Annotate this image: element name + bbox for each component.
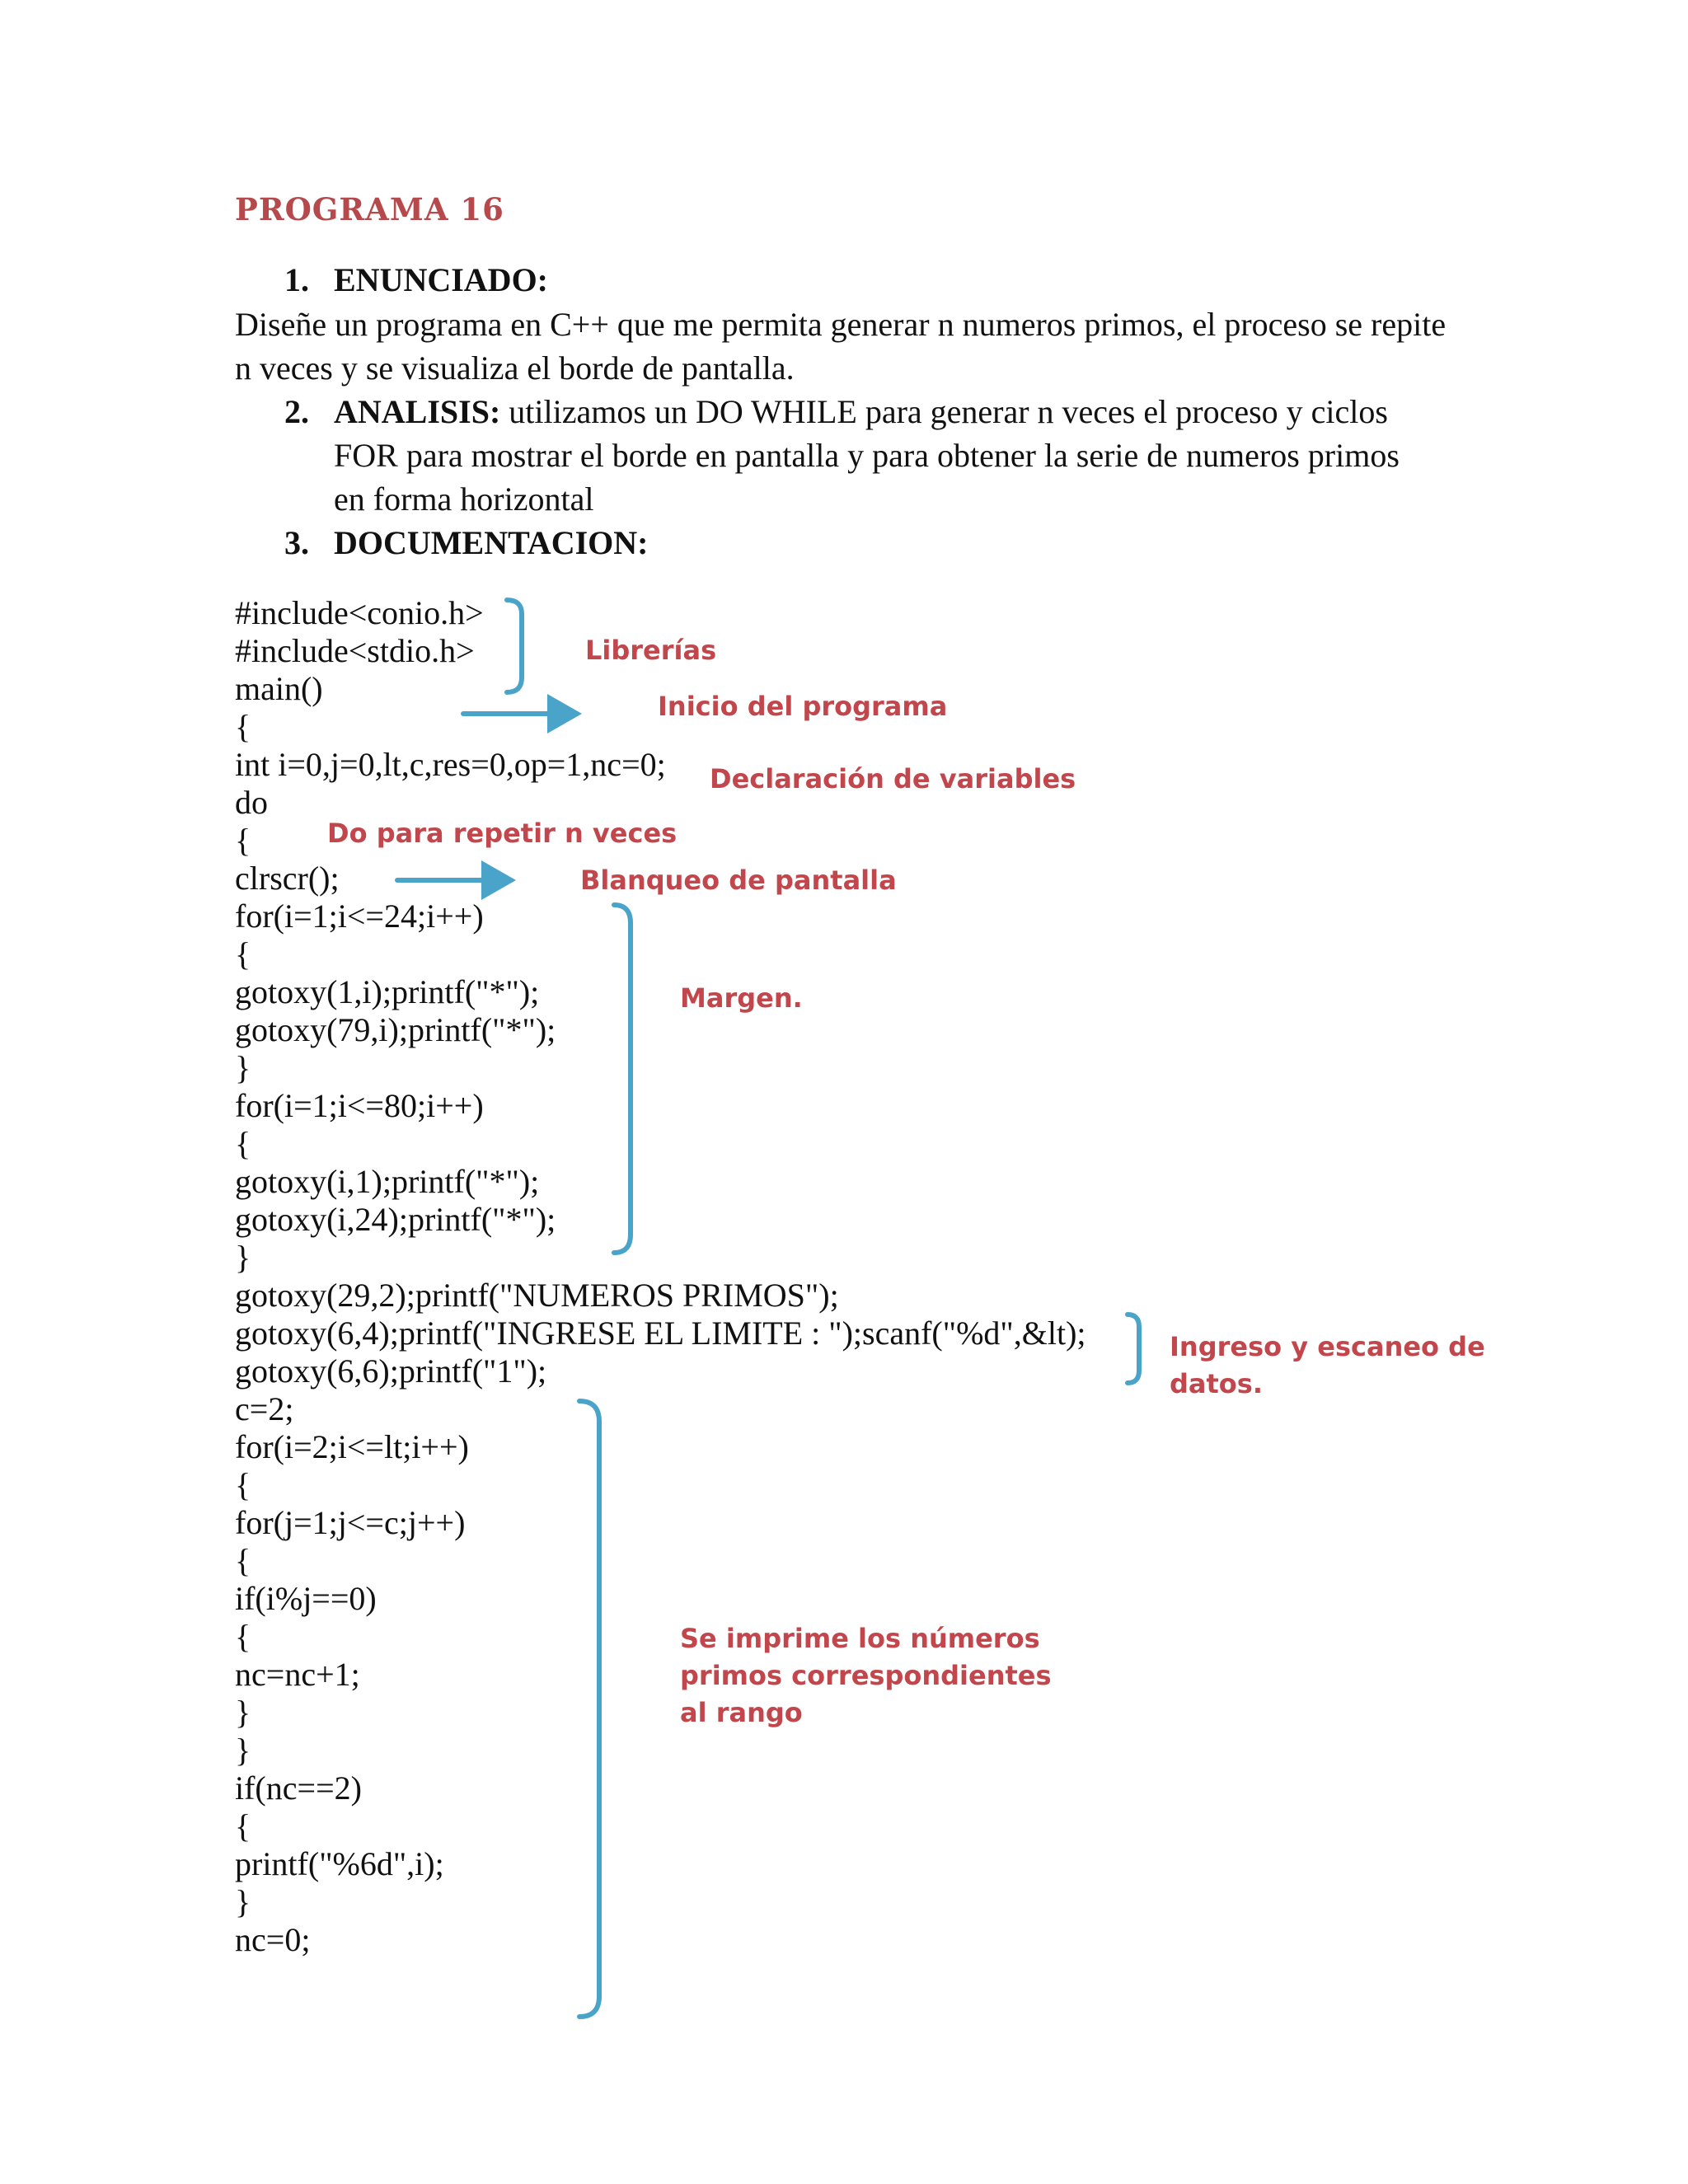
- code-line: }: [235, 1694, 251, 1731]
- code-line: c=2;: [235, 1390, 294, 1427]
- bracket-librerias: [507, 600, 522, 692]
- annotation-margen: Margen.: [680, 982, 803, 1014]
- code-line: do: [235, 784, 268, 821]
- annotation-do-repetir: Do para repetir n veces: [327, 818, 678, 849]
- code-line: for(i=1;i<=24;i++): [235, 898, 484, 935]
- code-line: {: [235, 935, 251, 972]
- annotation-blanqueo-pantalla: Blanqueo de pantalla: [580, 865, 897, 896]
- code-line: gotoxy(29,2);printf("NUMEROS PRIMOS");: [235, 1277, 839, 1314]
- code-line: for(i=2;i<=lt;i++): [235, 1428, 469, 1465]
- code-line: int i=0,j=0,lt,c,res=0,op=1,nc=0;: [235, 746, 666, 783]
- code-line: main(): [235, 670, 323, 707]
- section-2-text-line-2: FOR para mostrar el borde en pantalla y para obtener la serie de numeros primos: [334, 437, 1400, 474]
- code-line: for(i=1;i<=80;i++): [235, 1087, 484, 1124]
- code-line: }: [235, 1883, 251, 1920]
- code-line: clrscr();: [235, 860, 340, 897]
- code-line: printf("%6d",i);: [235, 1845, 444, 1882]
- code-line: if(nc==2): [235, 1769, 362, 1807]
- code-line: {: [235, 1618, 251, 1655]
- code-line: {: [235, 1125, 251, 1162]
- bracket-imprime: [579, 1401, 599, 2017]
- bracket-ingreso: [1128, 1315, 1139, 1383]
- code-line: {: [235, 1466, 251, 1503]
- code-line: {: [235, 708, 251, 745]
- section-2-heading: ANALISIS:: [334, 393, 501, 430]
- code-line: gotoxy(79,i);printf("*");: [235, 1011, 556, 1048]
- code-line: nc=0;: [235, 1921, 311, 1958]
- code-line: #include<stdio.h>: [235, 632, 475, 669]
- section-2-text-line-3: en forma horizontal: [334, 480, 594, 518]
- section-1-text-line-1: Diseñe un programa en C++ que me permita generar n numeros primos, el proceso se repite: [235, 306, 1447, 343]
- code-line: }: [235, 1049, 251, 1086]
- annotation-imprime-line-1: Se imprime los números: [680, 1623, 1040, 1654]
- code-line: for(j=1;j<=c;j++): [235, 1504, 466, 1541]
- code-line: gotoxy(1,i);printf("*");: [235, 973, 540, 1010]
- document-title: PROGRAMA 16: [235, 191, 504, 227]
- code-line: if(i%j==0): [235, 1580, 377, 1617]
- code-line: gotoxy(6,6);printf("1");: [235, 1352, 547, 1390]
- annotation-imprime-line-3: al rango: [680, 1697, 803, 1728]
- annotation-ingreso-line-1: Ingreso y escaneo de: [1170, 1331, 1485, 1362]
- section-2-number: 2.: [284, 393, 309, 430]
- annotation-imprime-line-2: primos correspondientes: [680, 1660, 1052, 1691]
- code-line: }: [235, 1732, 251, 1769]
- code-line: nc=nc+1;: [235, 1656, 360, 1693]
- code-line: {: [235, 1807, 251, 1844]
- code-line: gotoxy(i,1);printf("*");: [235, 1163, 540, 1200]
- section-1-text-line-2: n veces y se visualiza el borde de pantalla.: [235, 349, 795, 387]
- code-line: #include<conio.h>: [235, 594, 484, 631]
- section-3-heading: DOCUMENTACION:: [334, 524, 649, 561]
- bracket-margen: [614, 905, 631, 1253]
- annotation-librerias: Librerías: [585, 635, 717, 666]
- section-3-number: 3.: [284, 524, 309, 561]
- annotation-declaracion-variables: Declaración de variables: [710, 763, 1076, 794]
- section-2-text-line-1: utilizamos un DO WHILE para generar n veces el proceso y ciclos: [500, 393, 1388, 430]
- code-line: {: [235, 1542, 251, 1579]
- code-line: }: [235, 1239, 251, 1276]
- annotation-ingreso-line-2: datos.: [1170, 1368, 1263, 1399]
- annotation-inicio-programa: Inicio del programa: [658, 691, 948, 722]
- section-1-heading: ENUNCIADO:: [334, 261, 548, 298]
- code-line: {: [235, 822, 251, 859]
- code-line: gotoxy(6,4);printf("INGRESE EL LIMITE : ");scanf("%d",&lt);: [235, 1315, 1086, 1352]
- section-1-number: 1.: [284, 261, 309, 298]
- code-line: gotoxy(i,24);printf("*");: [235, 1201, 556, 1238]
